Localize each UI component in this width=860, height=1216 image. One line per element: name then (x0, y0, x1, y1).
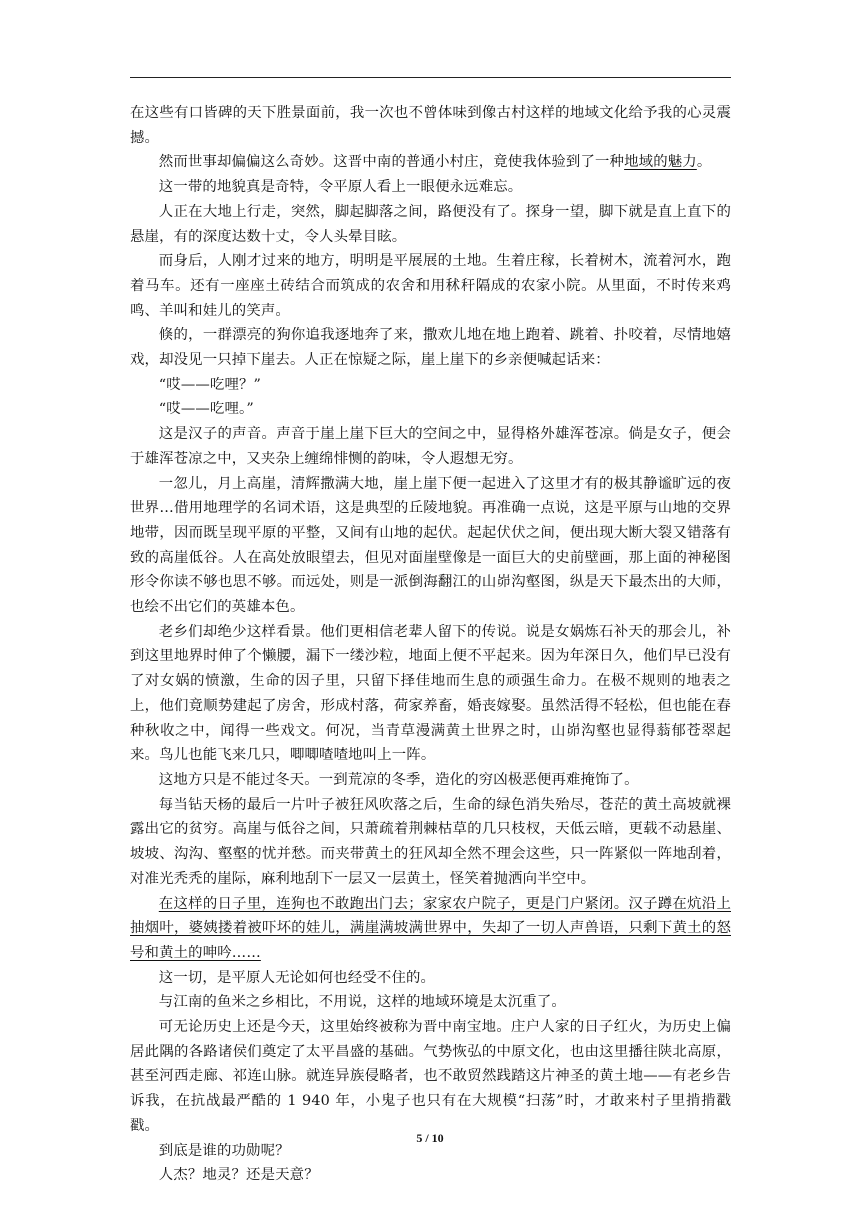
paragraph-text: 。 (696, 154, 712, 171)
paragraph-text: 这地方只是不能过冬天。一到荒凉的冬季，造化的穷凶极恶便再难掩饰了。 (158, 771, 639, 788)
paragraph (130, 620, 731, 768)
paragraph-text: 一忽儿，月上高崖，清辉撒满大地，崖上崖下便一起进入了这里才有的极其静谧旷远的夜世界…借用地理学的名词术语，这是典型的丘陵地貌。再准确一点说，这是平原与山地的交界地带，因而既呈现平原的平整，又间有山地的起伏。起起伏伏之间，便出现大断大裂又错落有致的高崖低谷。人在高处放眼望去，但见对面崖壁像是一面巨大的史前壁画，那上面的神秘图形令你读不够也思不够。而远处，则是一派倒海翻江的山峁沟壑图，纵是天下最杰出的大师，也绘不出它们的英雄本色。 (130, 475, 731, 616)
paragraph-text: 人杰？地灵？还是天意？ (158, 1167, 319, 1184)
paragraph (130, 1163, 731, 1188)
paragraph-text: 这一切，是平原人无论如何也经受不住的。 (158, 969, 436, 986)
paragraph-text: 然而世事却偏偏这么奇妙。这晋中南的普通小村庄，竟使我体验到了一种 (158, 154, 625, 171)
paragraph-text: 在这些有口皆碑的天下胜景面前，我一次也不曾体味到像古村这样的地域文化给予我的心灵震撼。 (130, 105, 731, 146)
header-rule (130, 77, 731, 78)
page-number: 5 / 10 (416, 1131, 444, 1145)
paragraph (130, 892, 731, 966)
paragraph (130, 249, 731, 323)
paragraph-text: 可无论历史上还是今天，这里始终被称为晋中南宝地。庄户人家的日子红火，为历史上偏居此隅的各路诸侯们奠定了太平昌盛的基础。气势恢弘的中原文化，也由这里播往陕北高原，甚至河西走廊、祁连山脉。就连异族侵略者，也不敢贸然践踏这片神圣的黄土地——有老乡告诉我，在抗战最严酷的 1 940 年，小鬼子也只有在大规模“扫荡”时，才敢来村子里掯掯戳戳。 (130, 1019, 731, 1134)
paragraph (130, 990, 731, 1015)
paragraph-text: “哎——吃哩？” (158, 376, 262, 393)
paragraph-text: 倏的，一群漂亮的狗你追我逐地奔了来，撒欢儿地在地上跑着、跳着、扑咬着，尽情地嬉戏，却没见一只掉下崖去。人正在惊疑之际，崖上崖下的乡亲便喊起话来： (130, 327, 731, 369)
paragraph (130, 422, 731, 471)
paragraph (130, 397, 731, 422)
paragraph-text: 人正在大地上行走，突然，脚起脚落之间，路便没有了。探身一望，脚下就是直上直下的悬崖，有的深度达数十丈，令人头晕目眩。 (130, 203, 731, 245)
paragraph (130, 101, 731, 150)
underlined-text: 在这样的日子里，连狗也不敢跑出门去；家家农户院子，更是门户紧闭。汉子蹲在炕沿上抽烟叶，婆姨搂着被吓坏的娃儿，满崖满坡满世界中，失却了一切人声兽语，只剩下黄土的怒号和黄土的呻吟…… (130, 895, 731, 961)
paragraph (130, 1015, 731, 1139)
paragraph (130, 323, 731, 372)
paragraph-text: 这一带的地貌真是奇特，令平原人看上一眼便永远难忘。 (158, 179, 523, 196)
article-body (130, 101, 731, 1188)
paragraph-text: 这是汉子的声音。声音于崖上崖下巨大的空间之中，显得格外雄浑苍凉。倘是女子，便会于雄浑苍凉之中，又夹杂上缠绵悱恻的韵味，令人遐想无穷。 (130, 426, 731, 467)
paragraph (130, 793, 731, 892)
paragraph-text: “哎——吃哩。” (158, 401, 254, 418)
paragraph-text: 每当钻天杨的最后一片叶子被狂风吹落之后，生命的绿色消失殆尽，苍茫的黄土高坡就裸露出它的贫穷。高崖与低谷之间，只萧疏着荆棘枯草的几只枝杈，天低云暗，更载不动悬崖、坡坡、沟沟、壑壑的忧并愁。而夹带黄土的狂风却全然不理会这些，只一阵紧似一阵地刮着，对准光秃秃的崖际，麻利地刮下一层又一层黄土，怪笑着抛洒向半空中。 (130, 796, 731, 887)
paragraph-text: 而身后，人刚才过来的地方，明明是平展展的土地。生着庄稼，长着树木，流着河水，跑着马车。还有一座座土砖结合而筑成的农舍和用秫秆隔成的农家小院。从里面，不时传来鸡鸣、羊叫和娃儿的笑声。 (130, 253, 731, 319)
paragraph (130, 175, 731, 200)
underlined-text: 地域的魅力 (624, 154, 697, 171)
paragraph (130, 200, 731, 249)
paragraph-text: 与江南的鱼米之乡相比，不用说，这样的地域环境是太沉重了。 (158, 994, 566, 1011)
paragraph (130, 768, 731, 793)
paragraph (130, 966, 731, 991)
paragraph-text: 到底是谁的功勋呢？ (158, 1142, 290, 1159)
paragraph (130, 472, 731, 620)
paragraph (130, 150, 731, 175)
paragraph-text: 老乡们却绝少这样看景。他们更相信老辈人留下的传说。说是女娲炼石补天的那会儿，补到这里地界时伸了个懒腰，漏下一缕沙粒，地面上便不平起来。因为年深日久，他们早已没有了对女娲的愤激，生命的因子里，只留下择佳地而生息的顽强生命力。在极不规则的地表之上，他们竟顺势建起了房舍，形成村落，荷家养畜，婚丧嫁娶。虽然活得不轻松，但也能在春种秋收之中，闻得一些戏文。何况，当青草漫满黄土世界之时，山峁沟壑也显得蓊郁苍翠起来。鸟儿也能飞来几只，唧唧喳喳地叫上一阵。 (130, 623, 731, 764)
paragraph (130, 373, 731, 398)
